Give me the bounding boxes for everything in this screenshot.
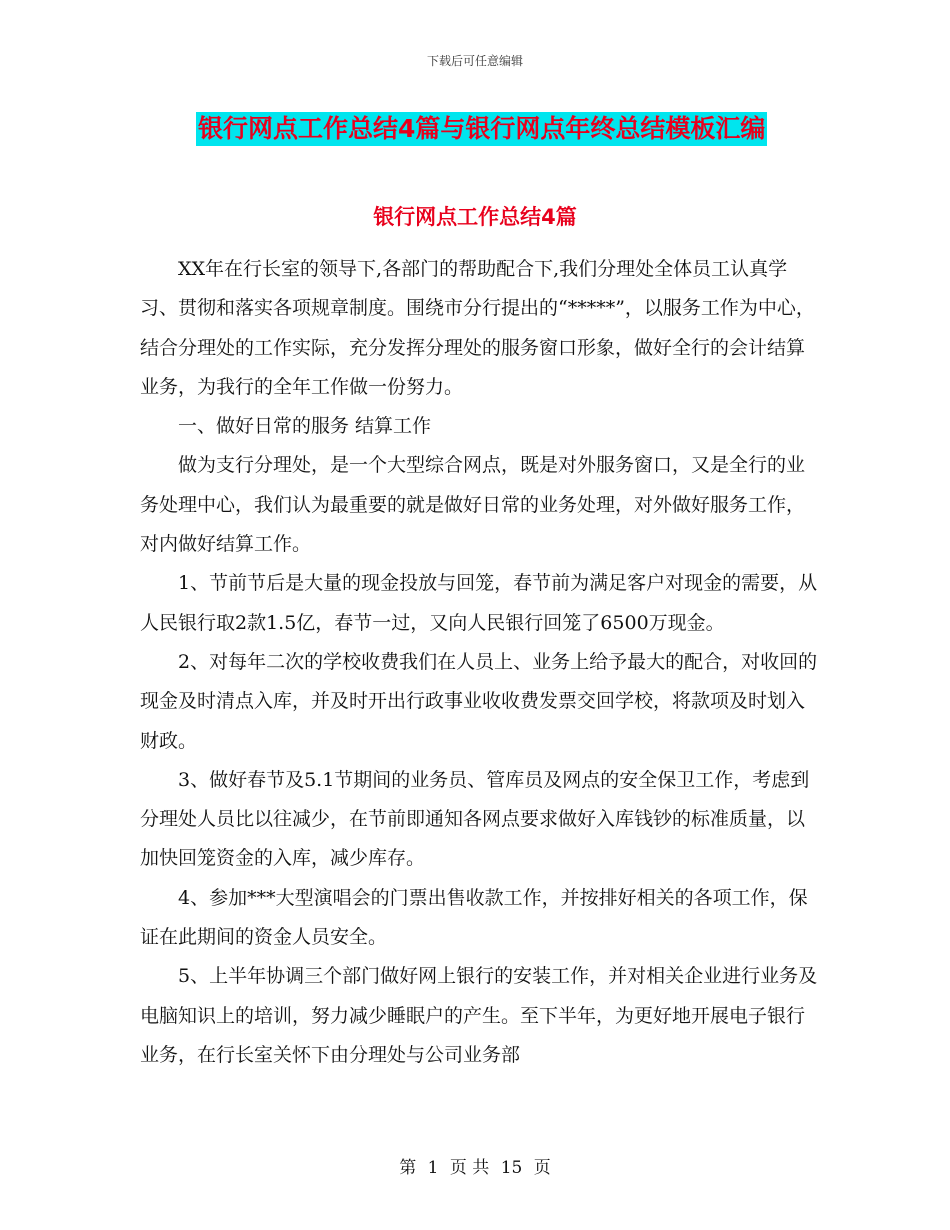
page-prefix: 第 bbox=[399, 1158, 417, 1178]
list-item: 2、对每年二次的学校收费我们在人员上、业务上给予最大的配合，对收回的现金及时清点入库，并及时开出行政事业收收费发票交回学校，将款项及时划入财政。 bbox=[140, 650, 818, 752]
list-item: 3、做好春节及5.1节期间的业务员、管库员及网点的安全保卫工作，考虑到分理处人员比以往减少，在节前即通知各网点要求做好入库钱钞的标准质量，以加快回笼资金的入库，减少库存。 bbox=[140, 768, 810, 870]
list-item: 1、节前节后是大量的现金投放与回笼，春节前为满足客户对现金的需要，从人民银行取2款1.5亿，春节一过，又向人民银行回笼了6500万现金。 bbox=[140, 572, 818, 634]
section-title: 银行网点工作总结4篇 bbox=[373, 205, 577, 229]
section-heading: 一、做好日常的服务 结算工作 bbox=[178, 415, 432, 438]
document-body bbox=[140, 250, 820, 1075]
page-number: 1 bbox=[427, 1158, 439, 1178]
document-main-title: 银行网点工作总结4篇与银行网点年终总结模板汇编 bbox=[196, 112, 767, 146]
paragraph: XX年在行长室的领导下,各部门的帮助配合下,我们分理处全体员工认真学习、贯彻和落实各项规章制度。围绕市分行提出的“*****”，以服务工作为中心，结合分理处的工作实际，充分发挥分理处的服务窗口形象，做好全行的会计结算业务，为我行的全年工作做一份努力。 bbox=[140, 258, 815, 398]
list-item: 5、上半年协调三个部门做好网上银行的安装工作，并对相关企业进行业务及电脑知识上的培训，努力减少睡眠户的产生。至下半年，为更好地开展电子银行业务，在行长室关怀下由分理处与公司业务部 bbox=[140, 965, 818, 1066]
list-item: 4、参加***大型演唱会的门票出售收款工作，并按排好相关的各项工作，保证在此期间的资金人员安全。 bbox=[140, 886, 808, 949]
page-suffix: 页 bbox=[533, 1158, 551, 1178]
page-footer bbox=[0, 1153, 950, 1178]
page-mid: 页 共 bbox=[449, 1158, 490, 1178]
total-pages: 15 bbox=[500, 1158, 523, 1178]
paragraph: 做为支行分理处，是一个大型综合网点，既是对外服务窗口，又是全行的业务处理中心，我们认为最重要的就是做好日常的业务处理，对外做好服务工作，对内做好结算工作。 bbox=[140, 454, 806, 556]
header-note: 下载后可任意编辑 bbox=[426, 54, 523, 68]
